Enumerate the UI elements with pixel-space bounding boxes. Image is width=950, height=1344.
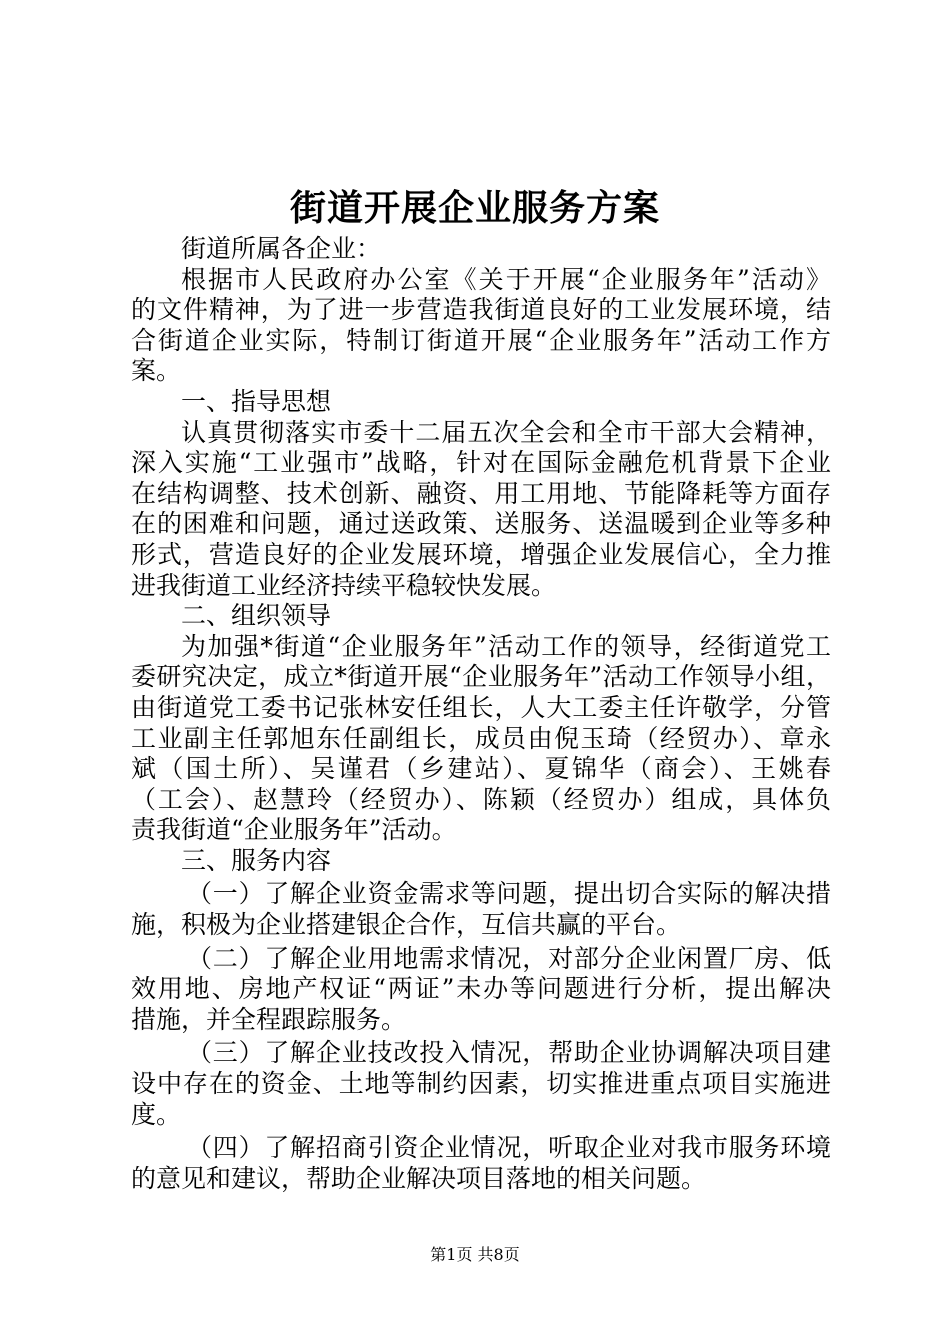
paragraph-line: （四）了解招商引资企业情况，听取企业对我市服务环境 xyxy=(187,1133,831,1163)
paragraph-line: 在结构调整、技术创新、融资、用工用地、节能降耗等方面存 xyxy=(131,478,831,508)
paragraph-line: 认真贯彻落实市委十二届五次全会和全市干部大会精神， xyxy=(181,417,831,447)
paragraph-line: 设中存在的资金、土地等制约因素，切实推进重点项目实施进 xyxy=(131,1069,831,1099)
document-body xyxy=(131,234,831,1194)
paragraph-line: （二）了解企业用地需求情况，对部分企业闲置厂房、低 xyxy=(187,943,831,973)
section-heading: 三、服务内容 xyxy=(181,845,332,875)
paragraph-line: 深入实施“工业强市”战略，针对在国际金融危机背景下企业 xyxy=(131,448,831,478)
salutation: 街道所属各企业： xyxy=(181,234,382,263)
paragraph-line: 进我街道工业经济持续平稳较快发展。 xyxy=(131,570,557,600)
paragraph-line: 案。 xyxy=(131,356,182,386)
paragraph-line: 在的困难和问题，通过送政策、送服务、送温暖到企业等多种 xyxy=(131,509,831,539)
paragraph-line: （三）了解企业技改投入情况，帮助企业协调解决项目建 xyxy=(187,1038,831,1068)
paragraph-line: 工业副主任郭旭东任副组长，成员由倪玉琦（经贸办）、章永 xyxy=(131,723,831,753)
paragraph-line: 度。 xyxy=(131,1099,182,1129)
paragraph-line: 的文件精神，为了进一步营造我街道良好的工业发展环境，结 xyxy=(131,295,831,325)
paragraph-line: 措施，并全程跟踪服务。 xyxy=(131,1004,407,1034)
paragraph-line: 施，积极为企业搭建银企合作，互信共赢的平台。 xyxy=(131,910,682,940)
document-title: 街道开展企业服务方案 xyxy=(289,187,660,229)
paragraph-line: 由街道党工委书记张林安任组长，人大工委主任许敬学，分管 xyxy=(131,692,831,722)
section-heading: 一、指导思想 xyxy=(181,386,332,416)
section-heading: 二、组织领导 xyxy=(181,601,332,631)
paragraph-line: 斌（国土所）、吴谨君（乡建站）、夏锦华（商会）、王姚春 xyxy=(131,754,831,784)
paragraph-line: 根据市人民政府办公室《关于开展“企业服务年”活动》 xyxy=(181,264,831,294)
paragraph-line: 形式，营造良好的企业发展环境，增强企业发展信心，全力推 xyxy=(131,539,831,569)
paragraph-line: 效用地、房地产权证“两证”未办等问题进行分析，提出解决 xyxy=(131,974,831,1004)
page-footer: 第1页 共8页 xyxy=(430,1245,520,1264)
paragraph-line: 为加强*街道“企业服务年”活动工作的领导，经街道党工 xyxy=(181,631,831,661)
paragraph-line: （工会）、赵慧玲（经贸办）、陈颖（经贸办）组成，具体负 xyxy=(131,784,831,814)
paragraph-line: 责我街道“企业服务年”活动。 xyxy=(131,815,457,845)
paragraph-line: （一）了解企业资金需求等问题，提出切合实际的解决措 xyxy=(187,879,831,909)
paragraph-line: 委研究决定，成立*街道开展“企业服务年”活动工作领导小组， xyxy=(131,662,831,692)
paragraph-line: 合街道企业实际，特制订街道开展“企业服务年”活动工作方 xyxy=(131,325,831,355)
paragraph-line: 的意见和建议，帮助企业解决项目落地的相关问题。 xyxy=(131,1163,707,1193)
